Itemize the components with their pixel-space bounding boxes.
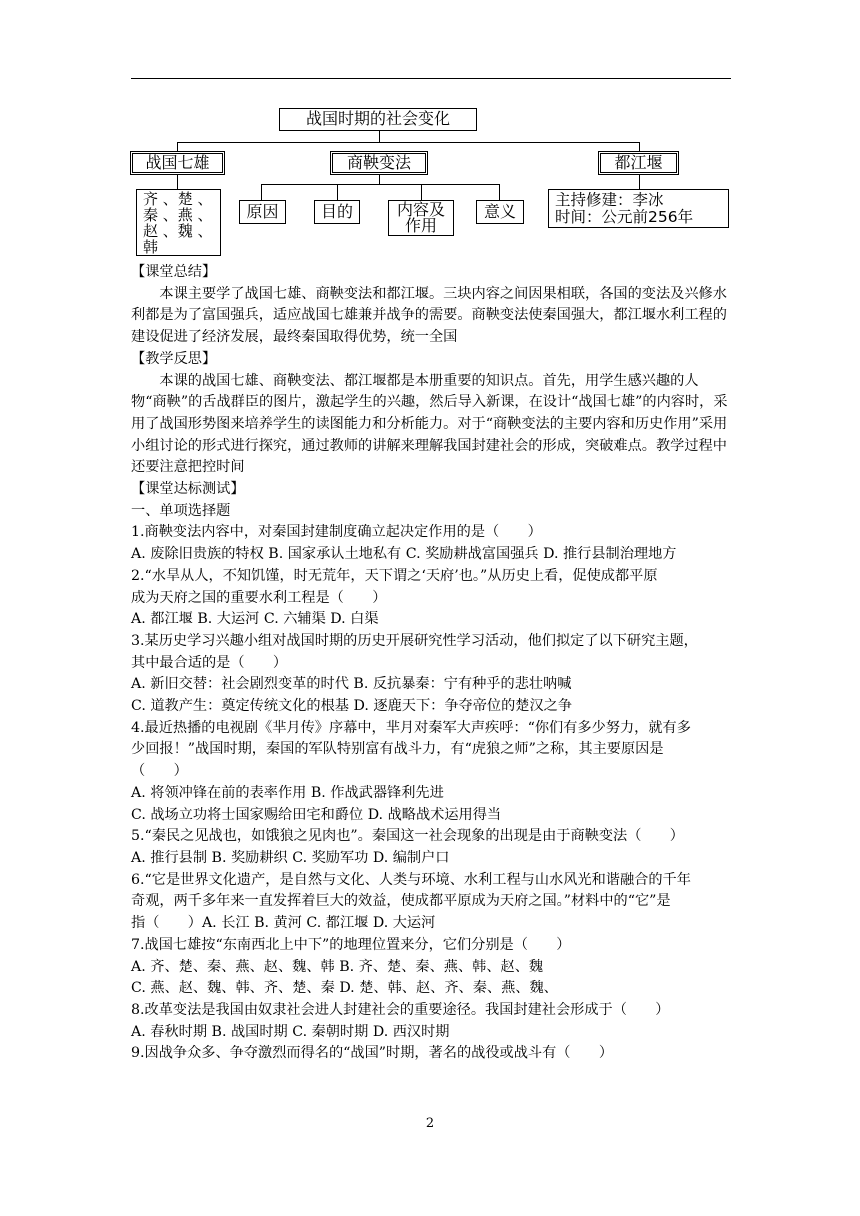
option-line: C. 燕、赵、魏、韩、齐、楚、秦 D. 楚、韩、赵、齐、秦、燕、魏、 <box>131 980 558 997</box>
builder-line: 主持修建：李冰 <box>555 190 664 209</box>
states-line: 韩 <box>143 237 159 256</box>
connector <box>379 174 380 184</box>
dujiangyan-box <box>598 151 679 175</box>
connector <box>337 184 338 200</box>
diagram-title: 战国时期的社会变化 <box>305 109 450 129</box>
summary-paragraph: 本课主要学了战国七雄、商鞅变法和都江堰。三块内容之间因果相联，各国的变法及兴修水利都是为了富国强兵，适应战国七雄兼并战争的需要。商鞅变法使秦国强大，都江堰水利工程的建设促进了经济发展，最终秦国取得优势，统一全国 <box>131 285 727 346</box>
significance-box <box>476 200 524 224</box>
question-line: 4.最近热播的电视剧《芈月传》序幕中，芈月对秦军大声疾呼：“你们有多少努力，就有多 <box>131 719 691 736</box>
question-line: 其中最合适的是（ ） <box>131 654 288 671</box>
states-line: 齐 、楚 、 <box>143 189 213 208</box>
reason-label: 原因 <box>246 201 279 221</box>
concept-diagram <box>0 0 860 270</box>
warring-states-label: 战国七雄 <box>145 152 210 172</box>
connector <box>177 174 178 189</box>
connector <box>261 184 499 185</box>
shang-yang-box <box>330 151 428 175</box>
connector <box>499 184 500 200</box>
page-number: 2 <box>425 1116 435 1131</box>
question-line: 少回报！”战国时期，秦国的军队特别富有战斗力，有“虎狼之师”之称，其主要原因是 <box>131 741 664 758</box>
question-line: （ ） <box>131 763 188 780</box>
question-line: 2.“水旱从人，不知饥馑，时无荒年，天下谓之‘天府’也。”从历史上看，促使成都平原 <box>131 567 658 584</box>
content-label: 内容及 <box>396 200 445 219</box>
reflection-paragraph: 本课的战国七雄、商鞅变法、都江堰都是本册重要的知识点。首先，用学生感兴趣的人物“商鞅”的舌战群臣的图片，激起学生的兴趣，然后导入新课，在设计“战国七雄”的内容时，采用了战国形势图来培养学生的读图能力和分析能力。对于“商鞅变法的主要内容和历史作用”采用小组讨论的形式进行探究，通过教师的讲解来理解我国封建社会的形成，突破难点。教学过程中还要注意把控时间 <box>131 372 728 476</box>
option-line: C. 战场立功将士国家赐给田宅和爵位 D. 战略战术运用得当 <box>131 806 502 823</box>
states-line: 秦 、燕 、 <box>143 205 213 224</box>
diagram-title-box <box>279 108 477 131</box>
option-line: C. 道教产生：奠定传统文化的根基 D. 逐鹿天下：争夺帝位的楚汉之争 <box>131 698 573 715</box>
warring-states-box <box>130 151 225 175</box>
option-line: A. 新旧交替：社会剧烈变革的时代 B. 反抗暴秦：宁有种乎的悲壮呐喊 <box>131 676 572 693</box>
significance-label: 意义 <box>483 201 516 221</box>
date-line: 时间：公元前256年 <box>555 207 694 226</box>
test-heading: 【课堂达标测试】 <box>131 481 245 498</box>
connector <box>177 142 178 151</box>
shang-yang-label: 商鞅变法 <box>346 152 411 172</box>
question-line: 成为天府之国的重要水利工程是（ ） <box>131 589 387 606</box>
connector <box>639 142 640 151</box>
summary-heading: 【课堂总结】 <box>131 264 217 280</box>
dujiangyan-info-box <box>548 189 729 228</box>
question-line: 9.因战争众多、争夺激烈而得名的“战国”时期，著名的战役或战斗有（ ） <box>131 1045 614 1062</box>
dujiangyan-label: 都江堰 <box>614 152 663 172</box>
purpose-box <box>314 200 360 224</box>
connector <box>639 174 640 189</box>
states-line: 赵 、魏 、 <box>143 221 213 240</box>
option-line: A. 都江堰 B. 大运河 C. 六辅渠 D. 白渠 <box>131 611 379 628</box>
option-line: A. 将领冲锋在前的表率作用 B. 作战武器锋利先进 <box>131 784 444 801</box>
option-line: A. 推行县制 B. 奖励耕织 C. 奖励军功 D. 编制户口 <box>131 849 450 866</box>
section-title: 一、单项选择题 <box>131 502 231 519</box>
connector <box>261 184 262 200</box>
body-text <box>131 262 731 1065</box>
reason-box <box>239 200 286 224</box>
connector <box>177 142 640 143</box>
option-line: A. 齐、楚、秦、燕、赵、魏、韩 B. 齐、楚、秦、燕、韩、赵、魏 <box>131 958 544 975</box>
content-effect-box <box>388 200 454 236</box>
question-line: 6.“它是世界文化遗产，是自然与文化、人类与环境、水利工程与山水风光和谐融合的千年 <box>131 871 691 888</box>
question-line: 奇观，两千多年来一直发挥着巨大的效益，使成都平原成为天府之国。”材料中的“它”是 <box>131 893 671 910</box>
connector <box>421 184 422 200</box>
question-line: 8.改革变法是我国由奴隶社会进人封建社会的重要途径。我国封建社会形成于（ ） <box>131 1001 670 1018</box>
question-line: 指（ ）A. 长江 B. 黄河 C. 都江堰 D. 大运河 <box>131 915 436 932</box>
reflection-heading: 【教学反思】 <box>131 350 217 367</box>
question-line: 5.“秦民之见战也，如饿狼之见肉也”。秦国这一社会现象的出现是由于商鞅变法（ ） <box>131 828 684 845</box>
states-list-box <box>136 189 221 256</box>
question-line: 3.某历史学习兴趣小组对战国时期的历史开展研究性学习活动，他们拟定了以下研究主题， <box>131 632 698 649</box>
question-line: 1.商鞅变法内容中，对秦国封建制度确立起决定作用的是（ ） <box>131 524 542 541</box>
option-line: A. 废除旧贵族的特权 B. 国家承认土地私有 C. 奖励耕战富国强兵 D. 推行县制治理地方 <box>131 546 677 563</box>
option-line: A. 春秋时期 B. 战国时期 C. 秦朝时期 D. 西汉时期 <box>131 1023 450 1040</box>
effect-label: 作用 <box>404 216 437 235</box>
purpose-label: 目的 <box>320 201 353 221</box>
question-line: 7.战国七雄按“东南西北上中下”的地理位置来分，它们分别是（ ） <box>131 936 571 953</box>
